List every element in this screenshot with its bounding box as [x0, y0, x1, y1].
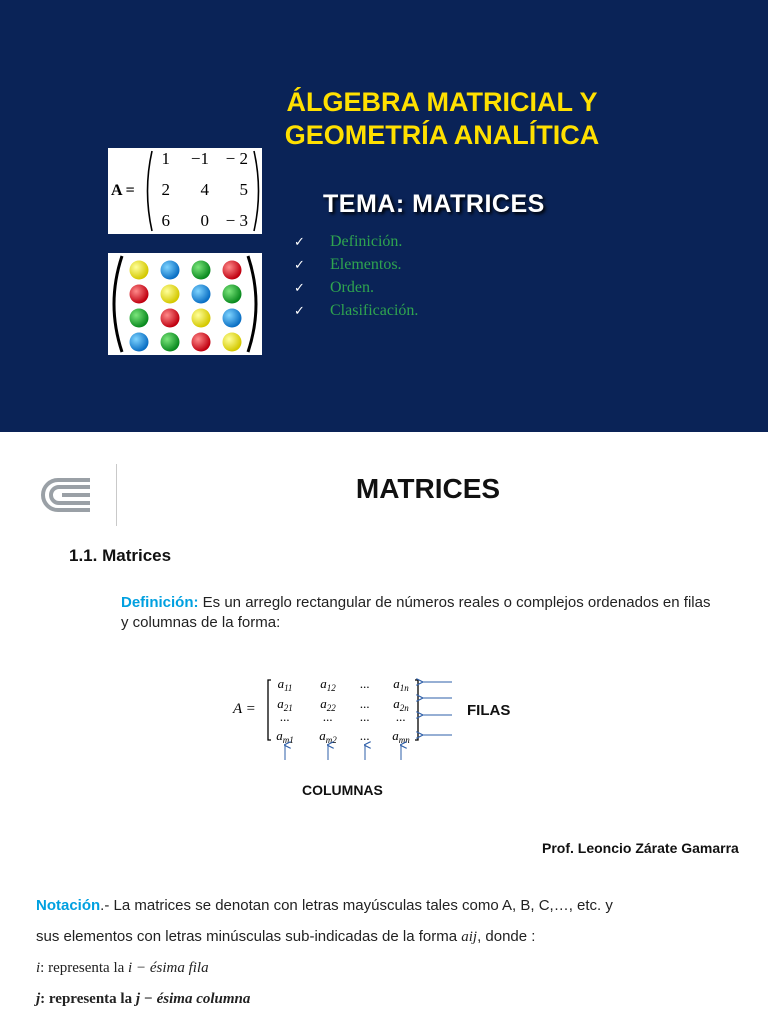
notation-text-2-end: , donde :	[477, 928, 536, 945]
topic-item	[294, 230, 418, 253]
balls-figure	[108, 253, 262, 355]
topic-label: Definición.	[330, 233, 403, 250]
page-title: MATRICES	[355, 473, 501, 504]
green-ball	[130, 309, 149, 328]
row-index-expr: i − ésima fila	[128, 960, 209, 976]
row-index-text: : representa la	[40, 960, 125, 976]
general-matrix-cell: ...	[360, 709, 370, 724]
notation-line-1	[36, 890, 756, 921]
check-icon: ✓	[294, 258, 305, 273]
general-matrix-cell: $a_{21}$	[277, 696, 293, 713]
yellow-ball	[130, 261, 149, 280]
red-ball	[192, 333, 211, 352]
definition-label: Definición:	[121, 594, 199, 611]
general-matrix-cell: $a_{1n}$	[393, 676, 409, 693]
notation-text-2: sus elementos con letras minúsculas sub-indicadas de la forma	[36, 928, 458, 945]
matrix-label: A =	[111, 182, 135, 199]
general-matrix-cell: $a_{mn}$	[392, 728, 410, 745]
columns-label: COLUMNAS	[302, 782, 383, 798]
column-index-expr: j − ésima columna	[135, 991, 251, 1007]
course-title-line2: GEOMETRÍA ANALÍTICA	[284, 120, 600, 150]
matrix-a-figure	[108, 148, 262, 234]
formula-lhs: A =	[233, 701, 256, 717]
definition-text: Es un arreglo rectangular de números reales o complejos ordenados en filas y columnas de la forma:	[121, 594, 711, 631]
green-ball	[223, 285, 242, 304]
course-title	[262, 86, 622, 152]
blue-ball	[161, 261, 180, 280]
balls-right-paren	[248, 256, 256, 352]
topic-item	[294, 299, 418, 322]
matrix-cell: 1	[161, 149, 170, 168]
matrix-cell: − 3	[225, 211, 248, 230]
rows-label: FILAS	[467, 702, 511, 719]
topic-list	[294, 230, 418, 322]
blue-ball	[192, 285, 211, 304]
general-matrix-cell: ...	[323, 709, 333, 724]
author-name: Prof. Leoncio Zárate Gamarra	[542, 840, 739, 856]
matrix-cell: −1	[190, 149, 209, 168]
row-index-var: i	[36, 960, 41, 976]
course-title-line1: ÁLGEBRA MATRICIAL Y	[286, 87, 598, 117]
general-matrix-cell: ...	[360, 728, 370, 743]
matrix-cell: 0	[200, 211, 209, 230]
formula-left-bracket	[268, 680, 271, 740]
matrix-cell: 2	[161, 180, 170, 199]
matrix-cell: 5	[239, 180, 248, 199]
general-matrix-cell: ...	[280, 709, 290, 724]
matrix-cell: − 2	[225, 149, 248, 168]
check-icon: ✓	[294, 235, 305, 250]
general-matrix-cell: $a_{22}$	[320, 696, 336, 713]
topic-item	[294, 253, 418, 276]
notation-section	[36, 890, 756, 1015]
column-index-definition	[36, 984, 756, 1015]
notation-label: Notación	[36, 897, 101, 914]
general-matrix-cell: $a_{2n}$	[393, 696, 409, 713]
formula-right-bracket	[415, 680, 418, 740]
yellow-ball	[161, 285, 180, 304]
section-heading: 1.1. Matrices	[69, 546, 172, 565]
check-icon: ✓	[294, 304, 305, 319]
slide-separator	[0, 432, 768, 440]
general-matrix-cell: $a_{m1}$	[276, 728, 294, 745]
general-matrix-figure	[228, 668, 460, 763]
right-paren	[254, 151, 259, 231]
red-ball	[223, 261, 242, 280]
element-symbol: aij	[461, 929, 478, 945]
colored-balls-matrix-image	[108, 253, 262, 355]
left-paren	[148, 151, 153, 231]
topic-heading: TEMA: MATRICES	[323, 190, 545, 218]
general-matrix-cell: $a_{12}$	[320, 676, 336, 693]
blue-ball	[223, 309, 242, 328]
general-matrix-cell: ...	[396, 709, 406, 724]
general-matrix-formula	[228, 668, 460, 768]
red-ball	[130, 285, 149, 304]
green-ball	[161, 333, 180, 352]
general-matrix-cell: $a_{m2}$	[319, 728, 337, 745]
matrix-cell: 4	[200, 180, 209, 199]
topic-label: Clasificación.	[330, 302, 419, 319]
general-matrix-cell: ...	[360, 676, 370, 691]
yellow-ball	[223, 333, 242, 352]
topic-label: Elementos.	[330, 256, 402, 273]
definition-paragraph	[121, 593, 721, 633]
institution-logo-icon	[40, 476, 94, 519]
row-index-definition	[36, 953, 756, 984]
notation-line-2	[36, 921, 756, 953]
matrix-image	[108, 148, 262, 234]
column-index-text: : representa la	[40, 991, 133, 1007]
topic-label: Orden.	[330, 279, 374, 296]
column-index-var: j	[36, 991, 41, 1007]
matrix-cell: 6	[161, 211, 170, 230]
general-matrix-cell: $a_{11}$	[277, 676, 293, 693]
general-matrix-cell: ...	[360, 696, 370, 711]
title-slide	[0, 0, 768, 432]
balls-left-paren	[114, 256, 122, 352]
notation-text-1: .- La matrices se denotan con letras mayúsculas tales como A, B, C,…, etc. y	[100, 897, 613, 914]
topic-item	[294, 276, 418, 299]
red-ball	[161, 309, 180, 328]
yellow-ball	[192, 309, 211, 328]
logo-divider	[116, 464, 117, 526]
check-icon: ✓	[294, 281, 305, 296]
blue-ball	[130, 333, 149, 352]
green-ball	[192, 261, 211, 280]
